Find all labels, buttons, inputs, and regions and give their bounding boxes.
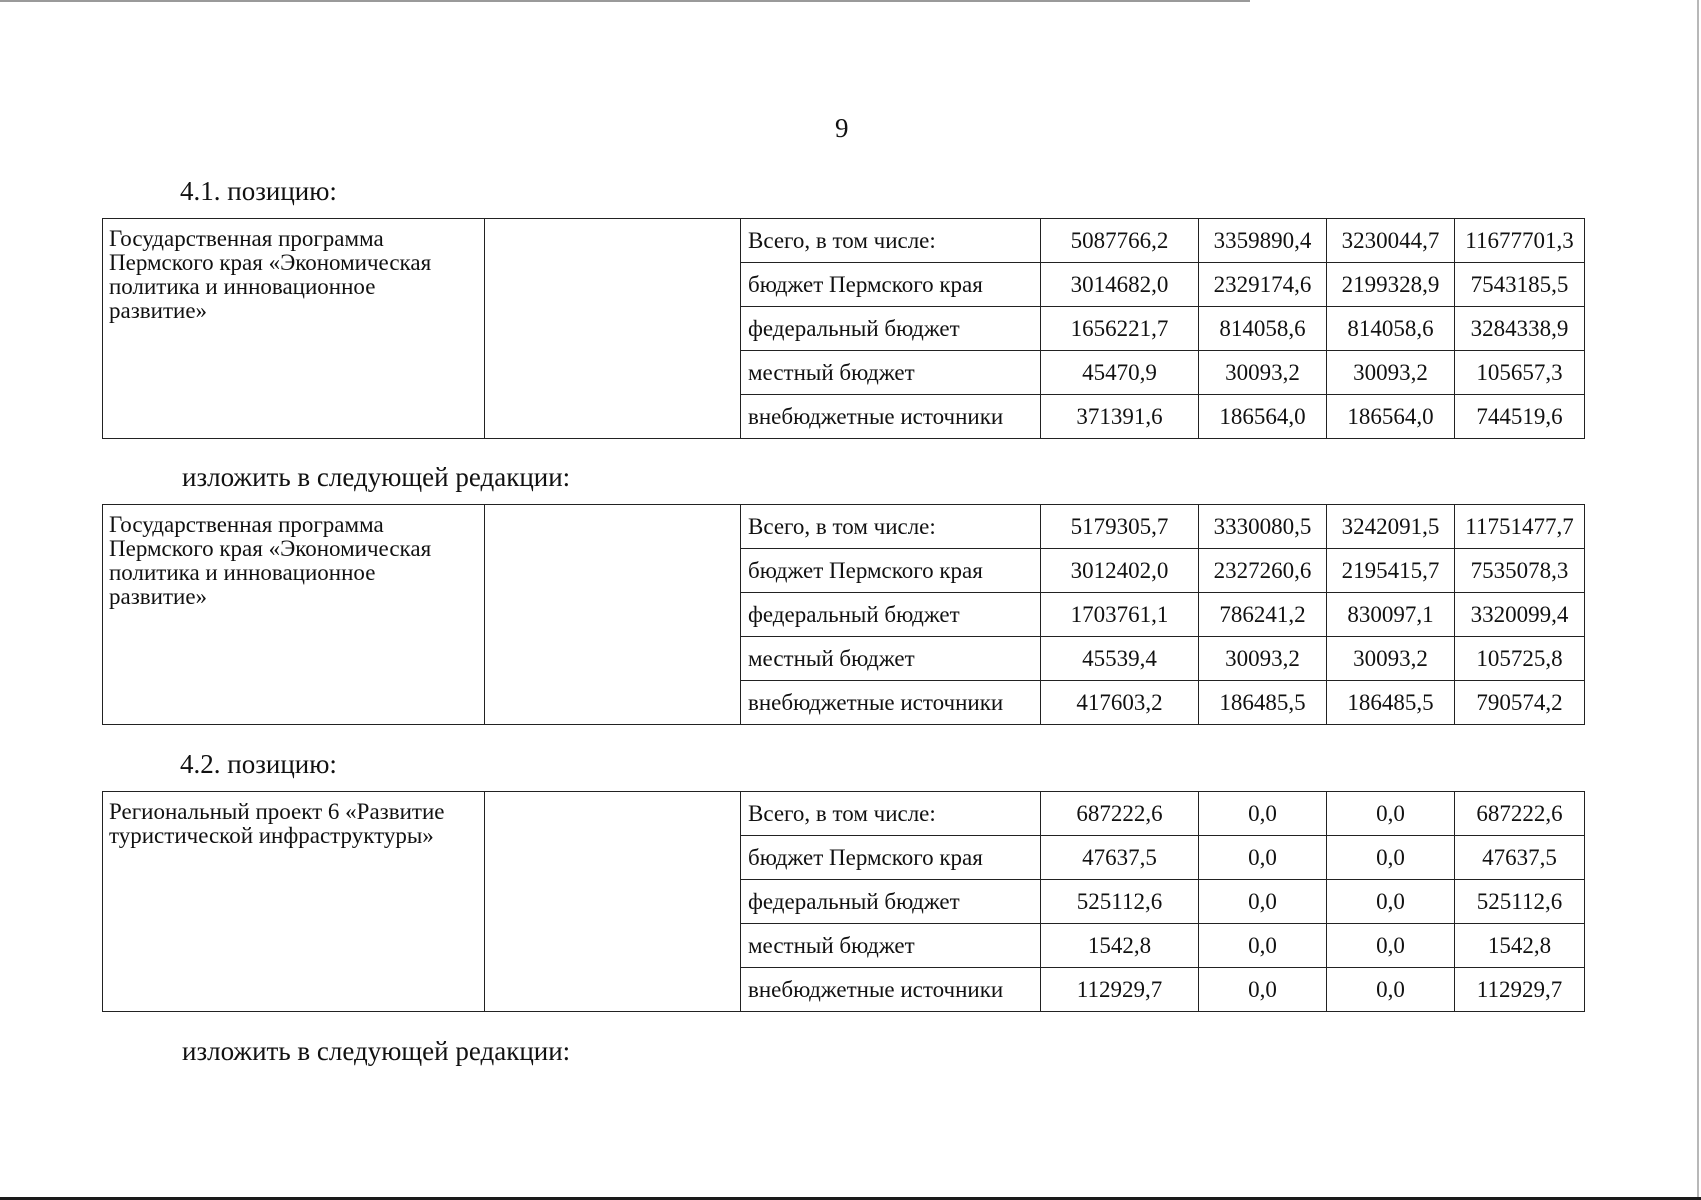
amount-total: 7543185,5 xyxy=(1455,263,1585,307)
scan-edge-top xyxy=(0,0,1250,2)
section-heading-new-edition-1: изложить в следующей редакции: xyxy=(182,462,571,492)
amount-year-1: 1703761,1 xyxy=(1041,593,1199,637)
amount-year-1: 3014682,0 xyxy=(1041,263,1199,307)
amount-year-3: 30093,2 xyxy=(1327,637,1455,681)
page-number: 9 xyxy=(835,113,849,143)
funding-table-new-program xyxy=(102,504,1585,725)
table-row xyxy=(103,505,1585,549)
amount-year-2: 814058,6 xyxy=(1199,307,1327,351)
amount-year-2: 0,0 xyxy=(1199,880,1327,924)
funding-source: внебюджетные источники xyxy=(741,681,1041,725)
amount-year-3: 186485,5 xyxy=(1327,681,1455,725)
amount-year-2: 0,0 xyxy=(1199,924,1327,968)
amount-year-2: 2327260,6 xyxy=(1199,549,1327,593)
funding-source: внебюджетные источники xyxy=(741,395,1041,439)
amount-year-2: 30093,2 xyxy=(1199,351,1327,395)
amount-year-2: 186564,0 xyxy=(1199,395,1327,439)
scan-edge-right xyxy=(1697,0,1699,1200)
amount-total: 3284338,9 xyxy=(1455,307,1585,351)
amount-year-3: 0,0 xyxy=(1327,924,1455,968)
amount-total: 11751477,7 xyxy=(1455,505,1585,549)
funding-source: федеральный бюджет xyxy=(741,880,1041,924)
funding-source: Всего, в том числе: xyxy=(741,505,1041,549)
amount-year-1: 45470,9 xyxy=(1041,351,1199,395)
funding-source: внебюджетные источники xyxy=(741,968,1041,1012)
amount-year-3: 814058,6 xyxy=(1327,307,1455,351)
amount-year-2: 0,0 xyxy=(1199,792,1327,836)
amount-year-1: 1542,8 xyxy=(1041,924,1199,968)
amount-year-2: 30093,2 xyxy=(1199,637,1327,681)
amount-year-3: 3242091,5 xyxy=(1327,505,1455,549)
amount-year-1: 417603,2 xyxy=(1041,681,1199,725)
amount-year-3: 3230044,7 xyxy=(1327,219,1455,263)
amount-year-2: 3330080,5 xyxy=(1199,505,1327,549)
amount-year-1: 47637,5 xyxy=(1041,836,1199,880)
funding-source: бюджет Пермского края xyxy=(741,836,1041,880)
amount-year-2: 0,0 xyxy=(1199,836,1327,880)
amount-year-1: 687222,6 xyxy=(1041,792,1199,836)
amount-year-2: 786241,2 xyxy=(1199,593,1327,637)
program-name: Региональный проект 6 «Развитие туристической инфраструктуры» xyxy=(103,792,485,1012)
funding-table-old-program xyxy=(102,218,1585,439)
amount-year-2: 186485,5 xyxy=(1199,681,1327,725)
empty-cell xyxy=(485,792,741,1012)
funding-source: бюджет Пермского края xyxy=(741,263,1041,307)
amount-year-3: 0,0 xyxy=(1327,836,1455,880)
amount-year-1: 45539,4 xyxy=(1041,637,1199,681)
amount-year-3: 830097,1 xyxy=(1327,593,1455,637)
funding-source: Всего, в том числе: xyxy=(741,219,1041,263)
funding-table-old-regional-project xyxy=(102,791,1585,1012)
amount-total: 47637,5 xyxy=(1455,836,1585,880)
section-heading-4-2: 4.2. позицию: xyxy=(180,749,337,779)
amount-total: 11677701,3 xyxy=(1455,219,1585,263)
funding-source: бюджет Пермского края xyxy=(741,549,1041,593)
amount-year-3: 2199328,9 xyxy=(1327,263,1455,307)
empty-cell xyxy=(485,505,741,725)
funding-source: местный бюджет xyxy=(741,351,1041,395)
program-name: Государственная программа Пермского края «Экономическая политика и инновационное развитие» xyxy=(103,505,485,725)
funding-source: местный бюджет xyxy=(741,924,1041,968)
amount-total: 744519,6 xyxy=(1455,395,1585,439)
amount-total: 112929,7 xyxy=(1455,968,1585,1012)
amount-year-3: 30093,2 xyxy=(1327,351,1455,395)
amount-total: 105657,3 xyxy=(1455,351,1585,395)
amount-year-3: 0,0 xyxy=(1327,880,1455,924)
amount-year-1: 5087766,2 xyxy=(1041,219,1199,263)
amount-total: 7535078,3 xyxy=(1455,549,1585,593)
amount-total: 790574,2 xyxy=(1455,681,1585,725)
amount-total: 105725,8 xyxy=(1455,637,1585,681)
table-row xyxy=(103,792,1585,836)
amount-year-1: 112929,7 xyxy=(1041,968,1199,1012)
amount-year-2: 0,0 xyxy=(1199,968,1327,1012)
funding-source: федеральный бюджет xyxy=(741,307,1041,351)
amount-year-1: 5179305,7 xyxy=(1041,505,1199,549)
amount-year-2: 3359890,4 xyxy=(1199,219,1327,263)
amount-year-1: 1656221,7 xyxy=(1041,307,1199,351)
amount-year-3: 2195415,7 xyxy=(1327,549,1455,593)
table-row xyxy=(103,219,1585,263)
amount-year-1: 371391,6 xyxy=(1041,395,1199,439)
amount-year-1: 3012402,0 xyxy=(1041,549,1199,593)
empty-cell xyxy=(485,219,741,439)
program-name: Государственная программа Пермского края «Экономическая политика и инновационное развитие» xyxy=(103,219,485,439)
amount-year-2: 2329174,6 xyxy=(1199,263,1327,307)
section-heading-4-1: 4.1. позицию: xyxy=(180,176,337,206)
amount-year-3: 0,0 xyxy=(1327,792,1455,836)
amount-total: 525112,6 xyxy=(1455,880,1585,924)
section-heading-new-edition-2: изложить в следующей редакции: xyxy=(182,1036,571,1066)
amount-year-3: 0,0 xyxy=(1327,968,1455,1012)
amount-total: 687222,6 xyxy=(1455,792,1585,836)
amount-year-1: 525112,6 xyxy=(1041,880,1199,924)
amount-year-3: 186564,0 xyxy=(1327,395,1455,439)
funding-source: Всего, в том числе: xyxy=(741,792,1041,836)
funding-source: федеральный бюджет xyxy=(741,593,1041,637)
funding-source: местный бюджет xyxy=(741,637,1041,681)
amount-total: 1542,8 xyxy=(1455,924,1585,968)
amount-total: 3320099,4 xyxy=(1455,593,1585,637)
